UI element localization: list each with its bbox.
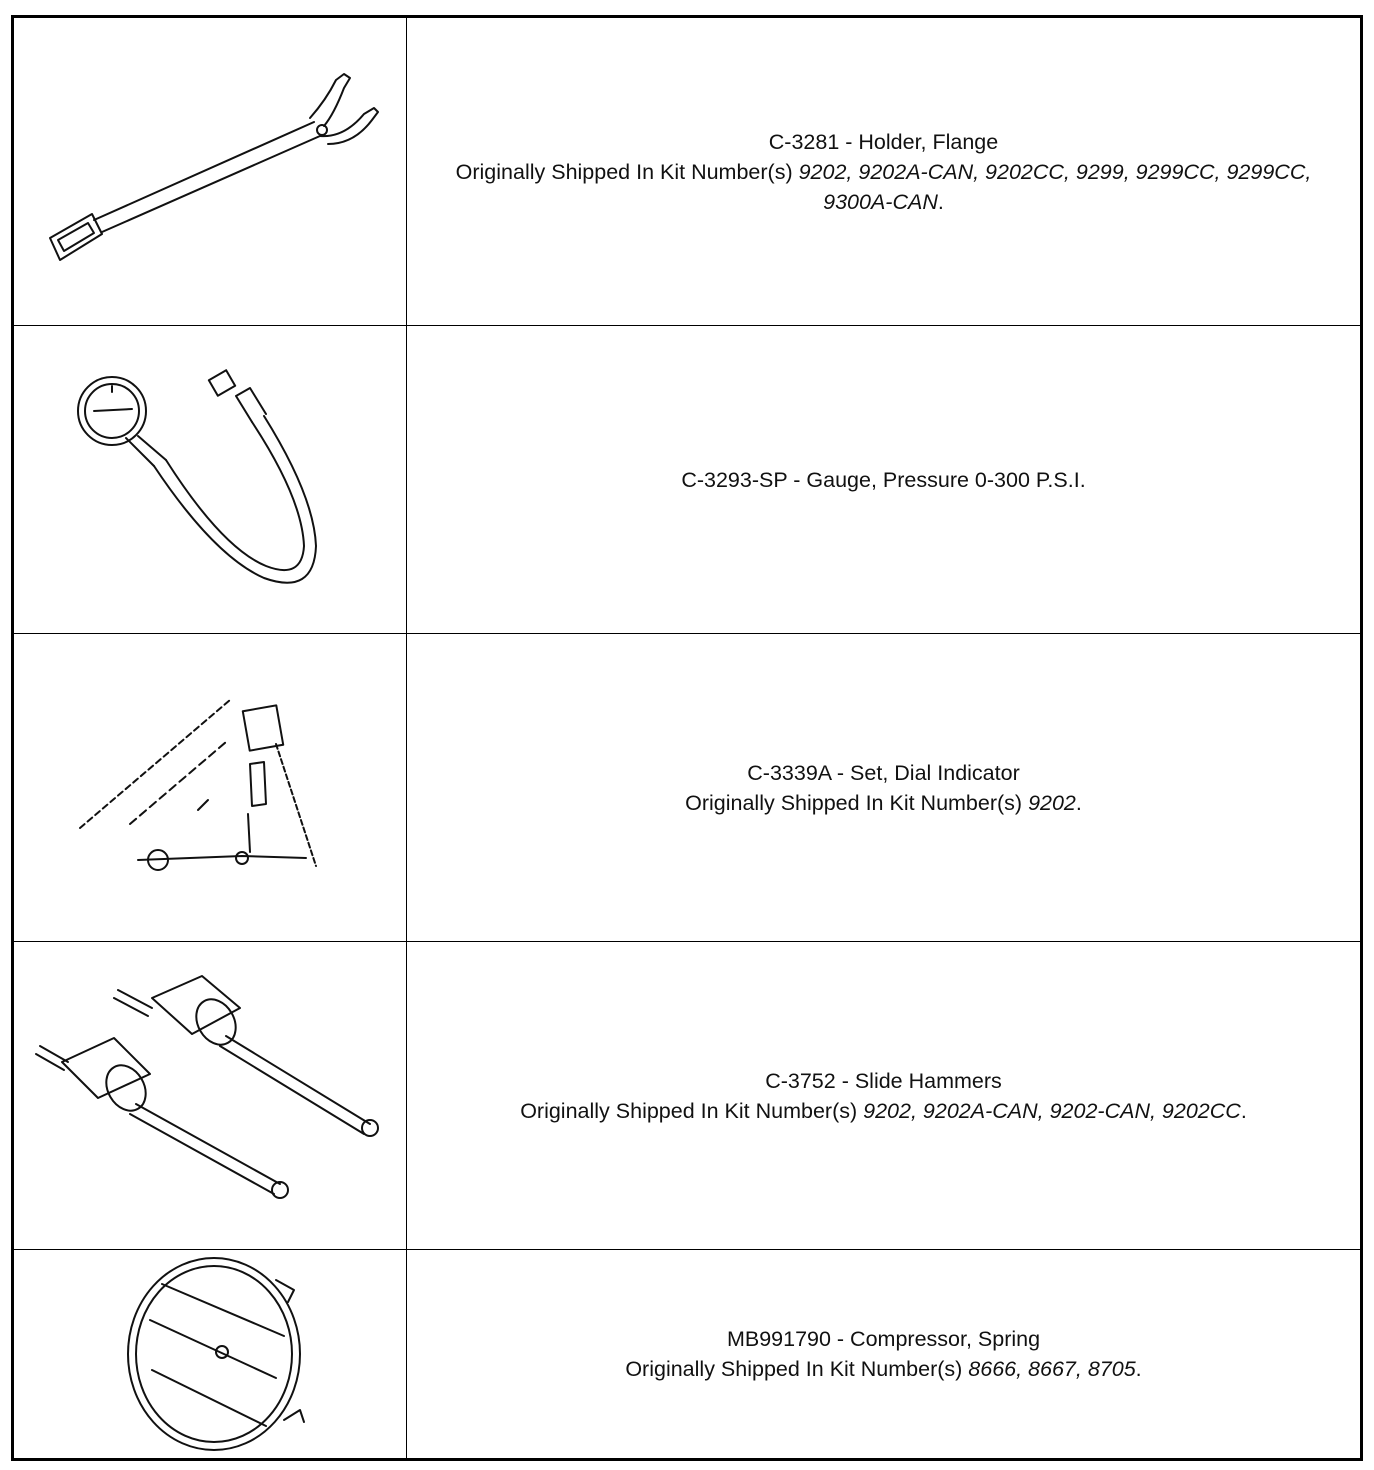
kit-suffix: . — [1240, 1098, 1247, 1123]
tool-title: C-3752 - Slide Hammers — [765, 1068, 1002, 1093]
tool-row — [14, 634, 1360, 942]
slide-hammers-illustration — [14, 942, 407, 1249]
tool-title: MB991790 - Compressor, Spring — [726, 1327, 1041, 1351]
tool-description — [407, 326, 1360, 633]
tool-description — [407, 942, 1360, 1249]
kit-suffix: . — [1135, 1357, 1142, 1381]
pressure-gauge-illustration — [14, 326, 407, 633]
kit-numbers: 8666, 8667, 8705 — [968, 1357, 1136, 1381]
tool-row — [14, 326, 1360, 634]
tool-description — [407, 634, 1360, 941]
kit-prefix: Originally Shipped In Kit Number(s) — [520, 1098, 864, 1123]
tool-row — [14, 1250, 1360, 1458]
tool-table — [11, 15, 1363, 1461]
kit-prefix: Originally Shipped In Kit Number(s) — [625, 1357, 969, 1381]
kit-numbers: 9202 — [1028, 790, 1076, 815]
kit-suffix: . — [1075, 790, 1082, 815]
kit-prefix: Originally Shipped In Kit Number(s) — [685, 790, 1029, 815]
kit-line — [520, 1096, 1247, 1126]
kit-line — [685, 788, 1082, 818]
kit-prefix: Originally Shipped In Kit Number(s) — [455, 159, 799, 184]
kit-line — [435, 157, 1332, 217]
tool-title: C-3293-SP - Gauge, Pressure 0-300 P.S.I. — [681, 467, 1086, 492]
dial-indicator-set-illustration — [14, 634, 407, 941]
tool-title: C-3281 - Holder, Flange — [768, 129, 999, 154]
spring-compressor-illustration — [14, 1250, 407, 1458]
kit-numbers: 9202, 9202A-CAN, 9202CC, 9299, 9299CC, 9299CC, 9300A-CAN — [798, 159, 1312, 214]
kit-suffix: . — [937, 189, 944, 214]
tool-description — [407, 1250, 1360, 1458]
kit-line — [625, 1354, 1141, 1384]
tool-description — [407, 18, 1360, 325]
tool-row — [14, 18, 1360, 326]
tool-row — [14, 942, 1360, 1250]
flange-holder-illustration — [14, 18, 407, 325]
tool-title: C-3339A - Set, Dial Indicator — [747, 760, 1020, 785]
kit-numbers: 9202, 9202A-CAN, 9202-CAN, 9202CC — [863, 1098, 1241, 1123]
